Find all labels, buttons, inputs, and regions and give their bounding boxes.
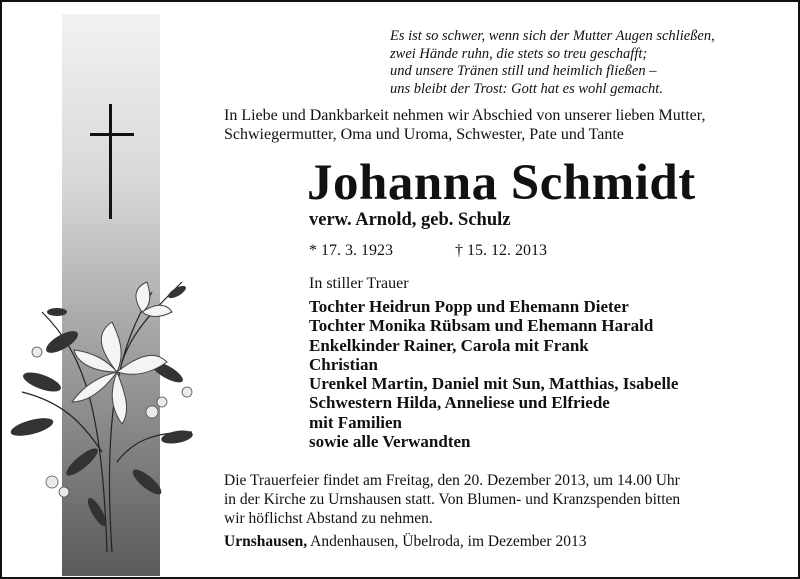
deceased-name: Johanna Schmidt <box>307 155 696 211</box>
place-rest: Andenhausen, Übelroda, im Dezember 2013 <box>307 533 587 550</box>
service-line: wir höflichst Abstand zu nehmen. <box>224 510 433 527</box>
funeral-service-text <box>224 471 758 528</box>
intro-text <box>224 106 784 144</box>
place-primary: Urnshausen, <box>224 533 308 550</box>
mourners-list <box>309 297 779 451</box>
mourning-heading: In stiller Trauer <box>309 275 409 292</box>
mourner-line: Tochter Monika Rübsam und Ehemann Harald <box>309 316 654 336</box>
intro-line: In Liebe und Dankbarkeit nehmen wir Abschied von unserer lieben Mutter, <box>224 107 706 124</box>
place-date-line <box>224 533 586 551</box>
poem-line: und unsere Tränen still und heimlich fließen – <box>390 63 657 79</box>
lily-flower-icon <box>2 252 202 562</box>
mourner-line: sowie alle Verwandten <box>309 432 471 452</box>
cross-icon-bar <box>90 133 134 136</box>
mourner-line: Christian <box>309 354 378 374</box>
service-line: Die Trauerfeier findet am Freitag, den 20. Dezember 2013, um 14.00 Uhr <box>224 472 680 489</box>
poem-line: uns bleibt der Trost: Gott hat es wohl gemacht. <box>390 80 663 97</box>
mourner-line: Urenkel Martin, Daniel mit Sun, Matthias, Isabelle <box>309 374 679 394</box>
poem <box>390 28 790 98</box>
poem-line: Es ist so schwer, wenn sich der Mutter Augen schließen, <box>390 28 715 44</box>
birth-date: * 17. 3. 1923 <box>309 242 393 259</box>
poem-line: zwei Hände ruhn, die stets so treu geschafft; <box>390 45 648 62</box>
mourner-line: mit Familien <box>309 412 403 432</box>
cross-icon <box>109 104 112 219</box>
intro-line: Schwiegermutter, Oma und Uroma, Schwester, Pate und Tante <box>224 126 624 143</box>
mourner-line: Schwestern Hilda, Anneliese und Elfriede <box>309 393 610 413</box>
death-date: † 15. 12. 2013 <box>455 242 547 259</box>
life-dates <box>309 242 547 260</box>
mourner-line: Enkelkinder Rainer, Carola mit Frank <box>309 335 589 355</box>
maiden-name: verw. Arnold, geb. Schulz <box>309 210 511 230</box>
service-line: in der Kirche zu Urnshausen statt. Von Blumen- und Kranzspenden bitten <box>224 491 681 508</box>
mourner-line: Tochter Heidrun Popp und Ehemann Dieter <box>309 297 629 316</box>
